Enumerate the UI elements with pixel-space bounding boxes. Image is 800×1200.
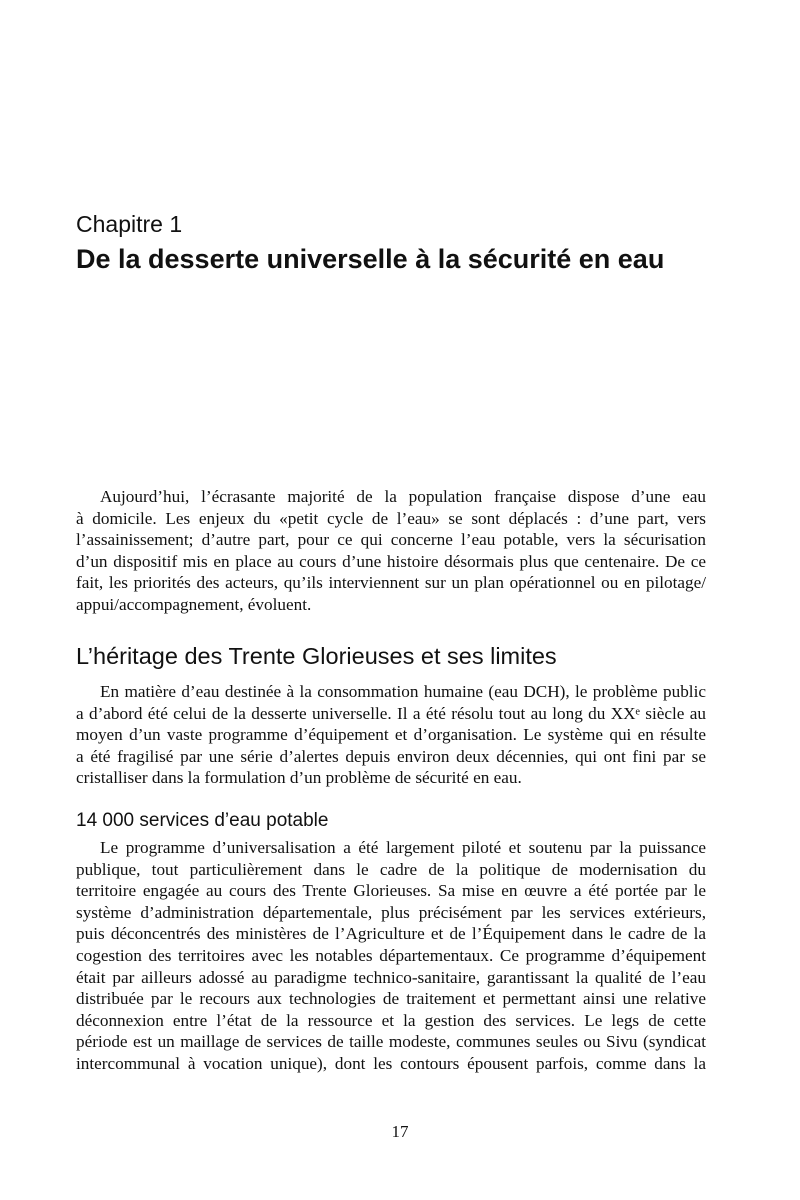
text-line: était par ailleurs adossé au paradigme technico-sanitaire, garantissant la qualité de l’eau xyxy=(76,967,706,987)
text-line: système d’administration départementale, plus précisément par les services extérieurs, xyxy=(76,902,706,922)
section-heading: L’héritage des Trente Glorieuses et ses limites xyxy=(76,643,557,669)
text-line: l’assainissement; d’autre part, pour ce qui concerne l’eau potable, vers la sécurisation xyxy=(76,530,706,550)
text-line: à domicile. Les enjeux du «petit cycle de l’eau» se sont déplacés : d’une part, vers xyxy=(76,508,706,528)
intro-paragraph xyxy=(76,486,706,616)
text-line: a été fragilisé par une série d’alertes depuis environ deux décennies, qui ont fini par se xyxy=(76,746,706,766)
text-line: moyen d’un vaste programme d’équipement et d’organisation. Le système qui en résulte xyxy=(76,725,706,745)
text-line: fait, les priorités des acteurs, qu’ils interviennent sur un plan opérationnel ou en pilotage/ xyxy=(76,573,706,593)
page-number: 17 xyxy=(391,1122,409,1141)
text-line: cristalliser dans la formulation d’un problème de sécurité en eau. xyxy=(76,768,522,788)
text-line: distribuée par le recours aux technologies de traitement et permettant ainsi une relative xyxy=(76,989,706,1009)
text-line: publique, tout particulièrement dans le cadre de la politique de modernisation du xyxy=(76,859,706,879)
text-line: cogestion des territoires avec les notables départementaux. Ce programme d’équipement xyxy=(76,945,706,965)
text-line: intercommunal à vocation unique), dont les contours épousent parfois, comme dans la xyxy=(76,1053,706,1073)
text-line: a d’abord été celui de la desserte universelle. Il a été résolu tout au long du XXᵉ siècle au xyxy=(76,703,706,723)
text-line: appui/accompagnement, évoluent. xyxy=(76,594,312,614)
text-line: déconnexion entre l’état de la ressource et la gestion des services. Le legs de cette xyxy=(76,1010,706,1030)
text-line: En matière d’eau destinée à la consommation humaine (eau DCH), le problème public xyxy=(100,682,706,701)
text-line: Aujourd’hui, l’écrasante majorité de la population française dispose d’une eau xyxy=(100,487,706,506)
chapter-label: Chapitre 1 xyxy=(76,211,183,237)
text-line: Le programme d’universalisation a été largement piloté et soutenu par la puissance xyxy=(100,838,706,857)
subsection-paragraph xyxy=(76,837,706,1075)
text-line: puis déconcentrés des ministères de l’Agriculture et de l’Équipement dans le cadre de la xyxy=(76,924,706,944)
text-line: territoire engagée au cours des Trente Glorieuses. Sa mise en œuvre a été portée par le xyxy=(76,881,706,901)
section-paragraph xyxy=(76,681,706,789)
chapter-title: De la desserte universelle à la sécurité en eau xyxy=(76,244,665,274)
text-line: période est un maillage de services de taille modeste, communes seules ou Sivu (syndicat xyxy=(76,1032,706,1052)
text-line: d’un dispositif mis en place au cours d’une histoire désormais plus que centenaire. De ce xyxy=(76,551,706,571)
subsection-heading: 14 000 services d’eau potable xyxy=(76,810,329,831)
